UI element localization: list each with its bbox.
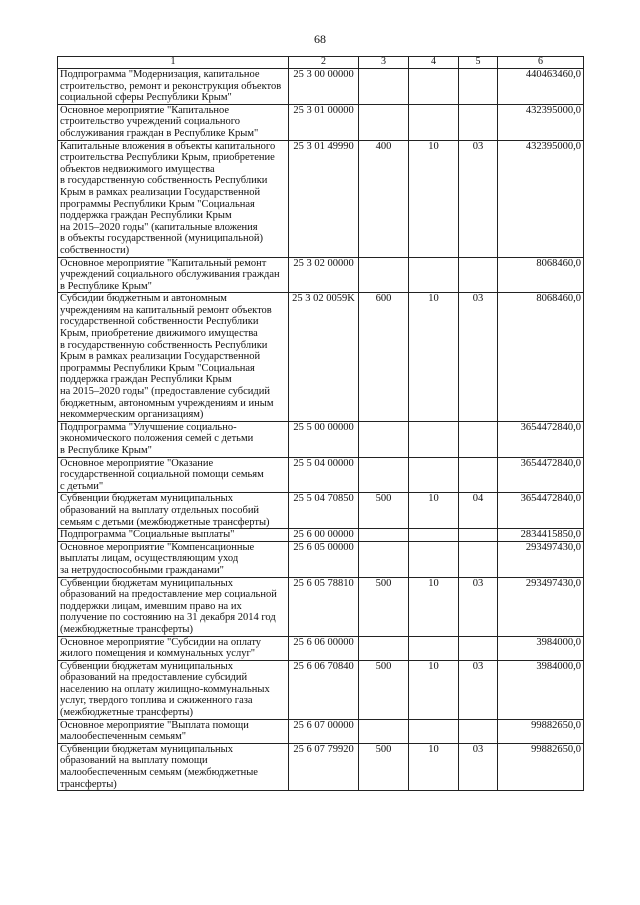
row-expense-type-cell: 500	[359, 660, 409, 719]
row-subsection-cell	[459, 257, 498, 293]
table-row	[58, 257, 584, 293]
row-subsection-cell: 03	[459, 140, 498, 257]
row-name-line: в государственную собственность Республики	[60, 175, 268, 187]
row-code-cell: 25 6 06 00000	[289, 636, 359, 660]
row-name-line: Крым в рамках реализации Государственной	[60, 186, 261, 198]
row-name-cell	[58, 577, 289, 636]
row-name-line: Основное мероприятие "Компенсационные	[60, 541, 255, 553]
table-body	[58, 69, 584, 791]
row-subsection-cell: 03	[459, 293, 498, 422]
row-name-line: некоммерческим организациям)	[60, 409, 204, 421]
row-name-line: бюджетным, автономным учреждениям и иным	[60, 397, 274, 409]
table-row	[58, 69, 584, 105]
row-code-cell: 25 6 05 78810	[289, 577, 359, 636]
row-expense-type-cell	[359, 421, 409, 457]
row-amount-cell: 293497430,0	[498, 541, 584, 577]
table-row	[58, 493, 584, 529]
row-expense-type-cell	[359, 636, 409, 660]
row-section-cell	[409, 69, 459, 105]
row-name-line: Субвенции бюджетам муниципальных	[60, 660, 233, 672]
row-section-cell: 10	[409, 577, 459, 636]
row-expense-type-cell	[359, 719, 409, 743]
row-name-line: семьям с детьми (межбюджетные трансферты)	[60, 516, 270, 528]
row-section-cell	[409, 257, 459, 293]
row-name-line: учреждениям на капитальный ремонт объектов	[60, 304, 272, 316]
row-name-line: обслуживания граждан в Республике Крым"	[60, 127, 259, 139]
row-section-cell	[409, 421, 459, 457]
row-name-line: Крым в рамках реализации Государственной	[60, 351, 261, 363]
row-name-line: социальной сферы Республики Крым"	[60, 92, 232, 104]
row-name-line: малообеспеченным семьям (межбюджетные	[60, 767, 258, 779]
row-name-line: малообеспеченным семьям"	[60, 731, 187, 743]
row-name-line: образований на выплату отдельных пособий	[60, 504, 260, 516]
row-expense-type-cell	[359, 104, 409, 140]
column-header: 3	[359, 57, 409, 69]
row-code-cell: 25 6 06 70840	[289, 660, 359, 719]
row-expense-type-cell: 500	[359, 493, 409, 529]
row-name-line: Основное мероприятие "Оказание	[60, 457, 214, 469]
row-name-line: Капитальные вложения в объекты капитального	[60, 140, 276, 152]
row-name-line: государственной социальной помощи семьям	[60, 469, 264, 481]
row-name-line: программы Республики Крым "Социальная	[60, 198, 255, 210]
row-expense-type-cell: 600	[359, 293, 409, 422]
row-name-line: поддержка граждан Республики Крым	[60, 374, 232, 386]
row-name-line: получение по состоянию на 31 декабря 2014 год	[60, 612, 276, 624]
row-name-line: в Республике Крым"	[60, 280, 152, 292]
row-expense-type-cell	[359, 257, 409, 293]
row-subsection-cell	[459, 457, 498, 493]
row-expense-type-cell	[359, 529, 409, 542]
row-name-line: программы Республики Крым "Социальная	[60, 362, 255, 374]
row-code-cell: 25 3 00 00000	[289, 69, 359, 105]
column-header: 4	[409, 57, 459, 69]
row-name-cell	[58, 140, 289, 257]
row-name-line: за нетрудоспособными гражданами"	[60, 564, 224, 576]
row-subsection-cell	[459, 421, 498, 457]
row-section-cell	[409, 636, 459, 660]
row-subsection-cell	[459, 541, 498, 577]
row-name-line: с детьми"	[60, 480, 104, 492]
table-header-row	[58, 57, 584, 69]
row-name-line: собственности)	[60, 244, 130, 256]
row-expense-type-cell: 400	[359, 140, 409, 257]
row-name-line: Основное мероприятие "Капитальный ремонт	[60, 257, 267, 269]
row-amount-cell: 99882650,0	[498, 743, 584, 790]
row-amount-cell: 3654472840,0	[498, 457, 584, 493]
row-name-line: трансферты)	[60, 778, 117, 790]
column-header: 6	[498, 57, 584, 69]
row-expense-type-cell: 500	[359, 577, 409, 636]
row-amount-cell: 293497430,0	[498, 577, 584, 636]
row-subsection-cell	[459, 529, 498, 542]
row-name-line: объектов недвижимого имущества	[60, 163, 215, 175]
table-row	[58, 140, 584, 257]
row-amount-cell: 432395000,0	[498, 140, 584, 257]
table-row	[58, 660, 584, 719]
row-amount-cell: 3984000,0	[498, 660, 584, 719]
row-name-line: Субвенции бюджетам муниципальных	[60, 493, 233, 505]
row-name-line: Основное мероприятие "Выплата помощи	[60, 719, 249, 731]
row-section-cell: 10	[409, 660, 459, 719]
table-row	[58, 457, 584, 493]
row-name-line: строительства Республики Крым, приобретение	[60, 152, 275, 164]
row-name-line: населению на оплату жилищно-коммунальных	[60, 683, 270, 695]
row-amount-cell: 3984000,0	[498, 636, 584, 660]
row-subsection-cell	[459, 69, 498, 105]
row-subsection-cell	[459, 636, 498, 660]
table-row	[58, 421, 584, 457]
row-subsection-cell	[459, 104, 498, 140]
column-header: 5	[459, 57, 498, 69]
row-section-cell	[409, 104, 459, 140]
row-name-line: Субвенции бюджетам муниципальных	[60, 577, 233, 589]
row-code-cell: 25 6 07 79920	[289, 743, 359, 790]
row-amount-cell: 3654472840,0	[498, 421, 584, 457]
row-name-cell	[58, 660, 289, 719]
row-expense-type-cell	[359, 69, 409, 105]
row-name-cell	[58, 104, 289, 140]
column-header: 1	[58, 57, 289, 69]
row-amount-cell: 8068460,0	[498, 257, 584, 293]
row-code-cell: 25 3 02 0059K	[289, 293, 359, 422]
row-name-cell	[58, 493, 289, 529]
row-code-cell: 25 6 05 00000	[289, 541, 359, 577]
row-name-line: (межбюджетные трансферты)	[60, 707, 193, 719]
row-amount-cell: 432395000,0	[498, 104, 584, 140]
row-code-cell: 25 5 00 00000	[289, 421, 359, 457]
row-section-cell: 10	[409, 743, 459, 790]
row-name-cell	[58, 421, 289, 457]
row-subsection-cell: 04	[459, 493, 498, 529]
row-expense-type-cell	[359, 541, 409, 577]
row-name-line: строительство, ремонт и реконструкция объектов	[60, 80, 282, 92]
row-name-line: учреждений социального обслуживания граждан	[60, 269, 280, 281]
row-code-cell: 25 6 00 00000	[289, 529, 359, 542]
row-name-line: государственной собственности Республики	[60, 316, 259, 328]
row-amount-cell: 3654472840,0	[498, 493, 584, 529]
table-row	[58, 743, 584, 790]
row-section-cell	[409, 719, 459, 743]
row-name-line: Субвенции бюджетам муниципальных	[60, 743, 233, 755]
row-subsection-cell: 03	[459, 743, 498, 790]
row-section-cell: 10	[409, 293, 459, 422]
table-row	[58, 104, 584, 140]
row-amount-cell: 99882650,0	[498, 719, 584, 743]
row-code-cell: 25 5 04 00000	[289, 457, 359, 493]
row-name-line: поддержки лицам, имевшим право на их	[60, 600, 242, 612]
row-code-cell: 25 3 01 00000	[289, 104, 359, 140]
row-subsection-cell: 03	[459, 577, 498, 636]
row-section-cell: 10	[409, 493, 459, 529]
row-name-cell	[58, 719, 289, 743]
row-name-line: экономического положения семей с детьми	[60, 433, 254, 445]
row-name-line: на 2015–2020 годы" (капитальные вложения	[60, 221, 258, 233]
row-section-cell	[409, 457, 459, 493]
row-expense-type-cell: 500	[359, 743, 409, 790]
row-name-line: строительство учреждений социального	[60, 116, 241, 128]
column-header: 2	[289, 57, 359, 69]
row-name-line: выплаты лицам, осуществляющим уход	[60, 553, 239, 565]
row-amount-cell: 440463460,0	[498, 69, 584, 105]
budget-table	[57, 56, 584, 791]
row-section-cell: 10	[409, 140, 459, 257]
table-row	[58, 541, 584, 577]
row-code-cell: 25 3 02 00000	[289, 257, 359, 293]
row-name-line: Подпрограмма "Модернизация, капитальное	[60, 69, 260, 80]
page-number: 68	[314, 32, 326, 46]
row-expense-type-cell	[359, 457, 409, 493]
table-row	[58, 719, 584, 743]
row-name-line: на 2015–2020 годы" (предоставление субсидий	[60, 386, 270, 398]
row-name-line: образований на выплату помощи	[60, 755, 208, 767]
row-name-line: Подпрограмма "Социальные выплаты"	[60, 529, 235, 541]
row-code-cell: 25 3 01 49990	[289, 140, 359, 257]
row-name-line: жилого помещения и коммунальных услуг"	[60, 648, 256, 660]
row-name-line: услуг, твердого топлива и сжиженного газа	[60, 695, 253, 707]
row-name-cell	[58, 636, 289, 660]
row-name-cell	[58, 257, 289, 293]
row-name-line: Субсидии бюджетным и автономным	[60, 293, 227, 305]
table-row	[58, 577, 584, 636]
row-name-line: Основное мероприятие "Капитальное	[60, 104, 230, 116]
row-name-cell	[58, 457, 289, 493]
row-name-cell	[58, 743, 289, 790]
row-subsection-cell: 03	[459, 660, 498, 719]
table-row	[58, 529, 584, 542]
row-name-line: (межбюджетные трансферты)	[60, 623, 193, 635]
row-subsection-cell	[459, 719, 498, 743]
row-name-line: образований на предоставление субсидий	[60, 672, 248, 684]
row-name-cell	[58, 293, 289, 422]
row-amount-cell: 2834415850,0	[498, 529, 584, 542]
row-name-line: в объекты государственной (муниципальной)	[60, 233, 263, 245]
table-row	[58, 636, 584, 660]
row-name-line: в государственную собственность Республики	[60, 339, 268, 351]
row-name-cell	[58, 529, 289, 542]
row-name-cell	[58, 69, 289, 105]
row-name-line: Подпрограмма "Улучшение социально-	[60, 421, 237, 433]
table-row	[58, 293, 584, 422]
row-amount-cell: 8068460,0	[498, 293, 584, 422]
row-name-line: в Республике Крым"	[60, 445, 152, 456]
row-name-line: Основное мероприятие "Субсидии на оплату	[60, 636, 262, 648]
row-name-line: Крым, приобретение движимого имущества	[60, 328, 258, 340]
row-section-cell	[409, 541, 459, 577]
row-name-line: образований на предоставление мер социальной	[60, 589, 277, 601]
row-code-cell: 25 5 04 70850	[289, 493, 359, 529]
row-section-cell	[409, 529, 459, 542]
row-code-cell: 25 6 07 00000	[289, 719, 359, 743]
row-name-cell	[58, 541, 289, 577]
row-name-line: поддержка граждан Республики Крым	[60, 210, 232, 222]
